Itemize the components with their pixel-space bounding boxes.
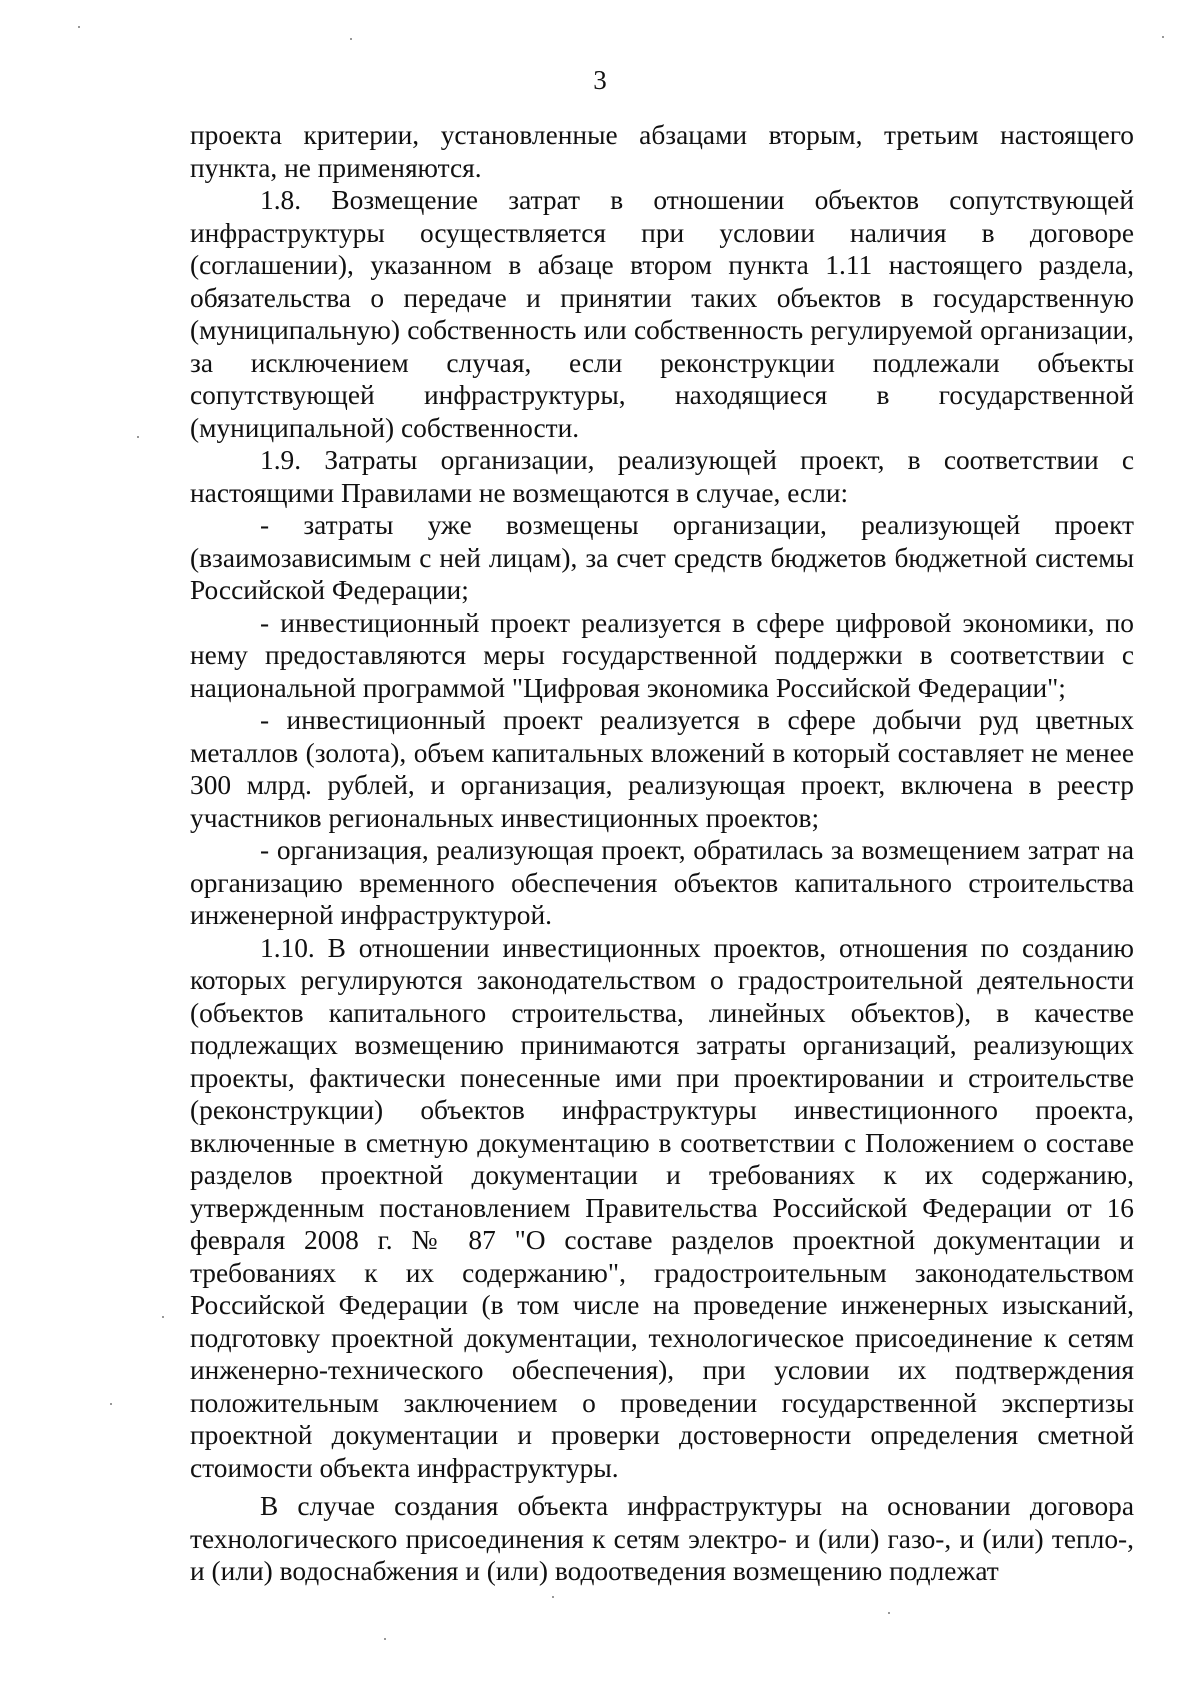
paragraph-1-9: 1.9. Затраты организации, реализующей проект, в соответствии с настоящими Правилами не возмещаются в случае, если:: [190, 445, 1134, 508]
scan-speck: [162, 1316, 164, 1318]
list-item-gold-mining: - инвестиционный проект реализуется в сфере добычи руд цветных металлов (золота), объем капитальных вложений в который составляет не менее 300 млрд. рублей, и организация, реализующая проект, включена в реестр участников региональных инвестиционных проектов;: [190, 705, 1134, 833]
list-item-costs-reimbursed: - затраты уже возмещены организации, реализующей проект (взаимозависимым с ней лицам), за счет средств бюджетов бюджетной системы Российской Федерации;: [190, 510, 1134, 605]
scan-speck: [110, 1403, 112, 1405]
paragraph-1-10: 1.10. В отношении инвестиционных проектов, отношения по созданию которых регулируются законодательством о градостроительной деятельности (объектов капитального строительства, линейных объектов), в качестве подлежащих возмещению принимаются затраты организаций, реализующих проекты, фактически понесенные ими при проектировании и строительстве (реконструкции) объектов инфраструктуры инвестиционного проекта, включенные в сметную документацию в соответствии с Положением о составе разделов проектной документации и требованиях к их содержанию, утвержденным постановлением Правительства Российской Федерации от 16 февраля 2008 г. № 87 "О составе разделов проектной документации и требованиях к их содержанию", градостроительным законодательством Российской Федерации (в том числе на проведение инженерных изысканий, подготовку проектной документации, технологическое присоединение к сетям инженерно-технического обеспечения), при условии их подтверждения положительным заключением о проведении государственной экспертизы проектной документации и проверки достоверности определения сметной стоимости объекта инфраструктуры.: [190, 932, 1134, 1483]
paragraph-criteria-continuation: проекта критерии, установленные абзацами вторым, третьим настоящего пункта, не применяются.: [190, 120, 1134, 183]
scan-speck: [1162, 36, 1164, 38]
scan-speck: [384, 1638, 386, 1640]
scan-speck: [888, 1612, 890, 1614]
scan-speck: [78, 26, 80, 28]
paragraph-1-8: 1.8. Возмещение затрат в отношении объектов сопутствующей инфраструктуры осуществляется при условии наличия в договоре (соглашении), указанном в абзаце втором пункта 1.11 настоящего раздела, обязательства о передаче и принятии таких объектов в государственную (муниципальную) собственность или собственность регулируемой организации, за исключением случая, если реконструкции подлежали объекты сопутствующей инфраструктуры, находящиеся в государственной (муниципальной) собственности.: [190, 185, 1134, 443]
document-body: [190, 119, 1134, 1588]
scan-speck: [350, 38, 352, 40]
page-number: 3: [593, 65, 607, 95]
paragraph-technological-connection: В случае создания объекта инфраструктуры на основании договора технологического присоединения к сетям электро- и (или) газо-, и (или) тепло-, и (или) водоснабжения и (или) водоотведения возмещению подлежат: [190, 1491, 1134, 1586]
scan-speck: [552, 1596, 554, 1598]
list-item-digital-economy: - инвестиционный проект реализуется в сфере цифровой экономики, по нему предоставляются меры государственной поддержки в соответствии с национальной программой "Цифровая экономика Российской Федерации";: [190, 607, 1134, 703]
scan-speck: [137, 436, 139, 438]
list-item-temporary-supply: - организация, реализующая проект, обратилась за возмещением затрат на организацию временного обеспечения объектов капитального строительства инженерной инфраструктурой.: [190, 835, 1134, 930]
